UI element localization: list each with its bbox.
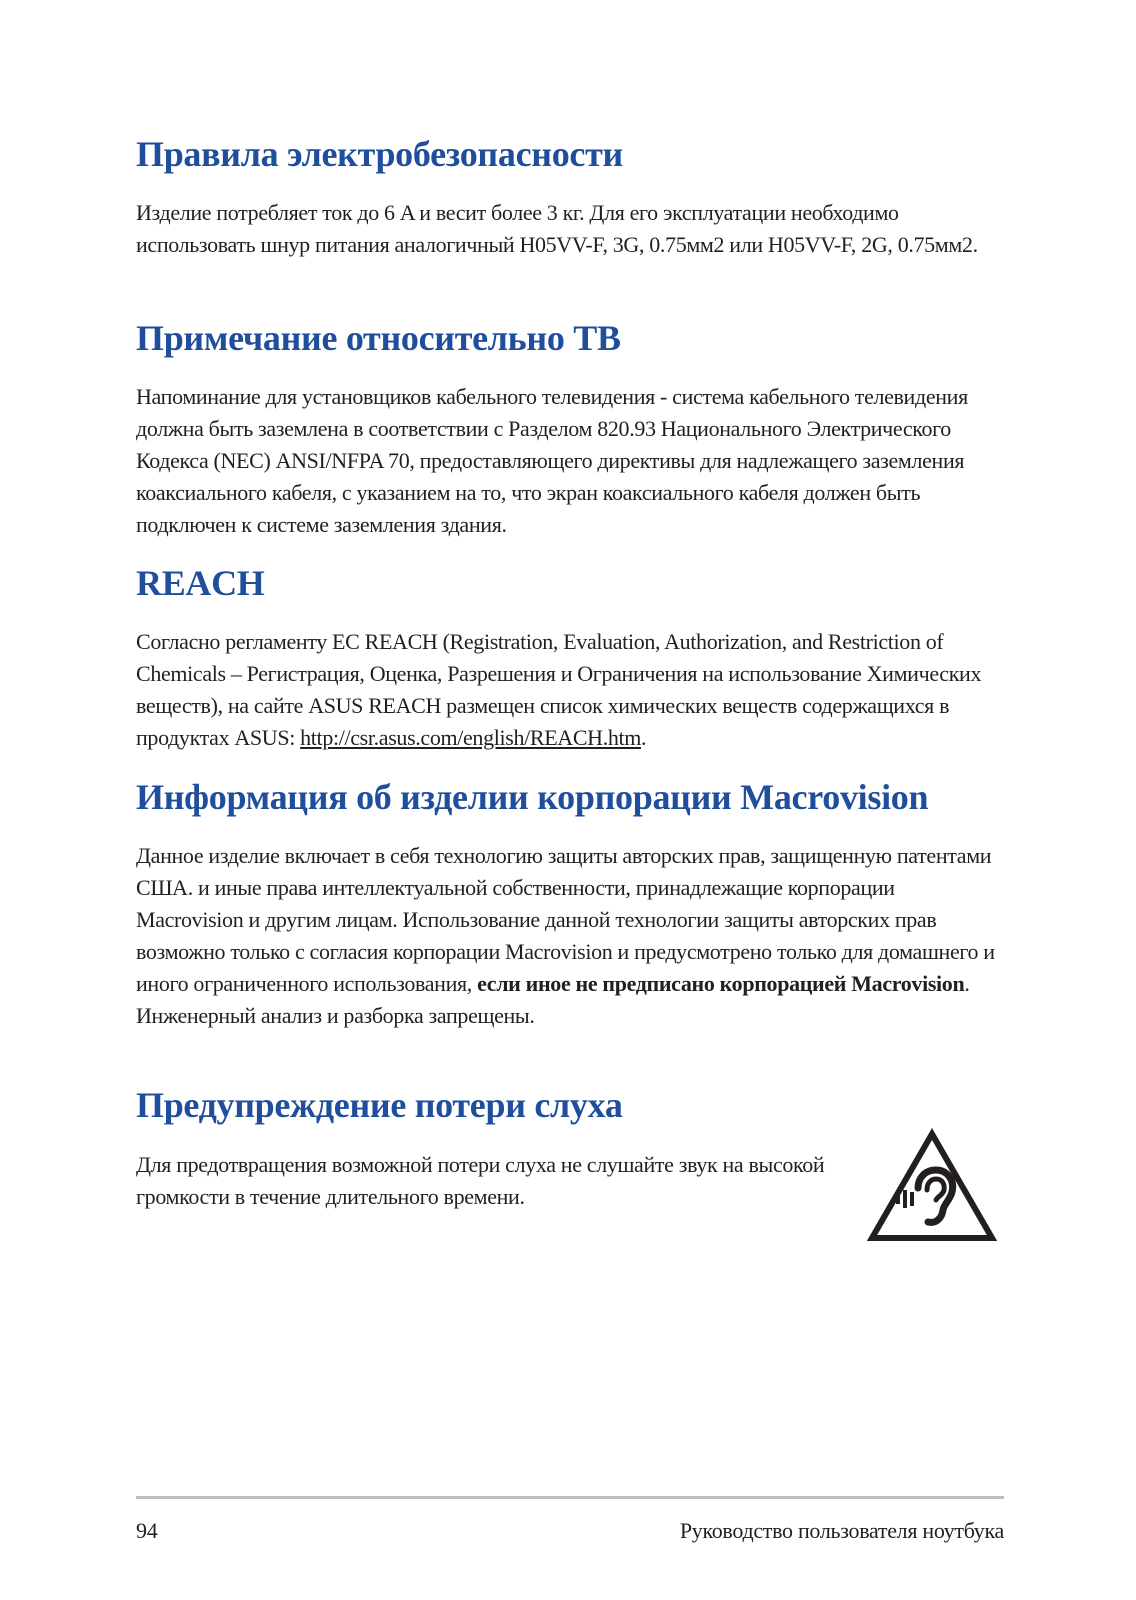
reach-link[interactable]: http://csr.asus.com/english/REACH.htm — [300, 725, 642, 750]
section-body-hearing-loss: Для предотвращения возможной потери слуха не слушайте звук на высокой громкости в течение длительного времени. — [136, 1152, 825, 1209]
section-body-electrical-safety: Изделие потребляет ток до 6 A и весит более 3 кг. Для его эксплуатации необходимо использовать шнур питания аналогичный H05VV-F, 3G, 0.75мм2 или H05VV-F, 2G, 0.75мм2. — [136, 200, 978, 257]
macrovision-body-suffix: . Инженерный анализ и разборка запрещены. — [136, 971, 970, 1028]
macrovision-body-bold: если иное не предписано корпорацией Macrovision — [477, 971, 965, 996]
page — [136, 0, 1004, 1600]
page-number: 94 — [136, 1518, 158, 1543]
footer-divider — [136, 1496, 1004, 1499]
section-body-reach — [136, 626, 1004, 754]
hearing-warning-icon — [866, 1128, 998, 1244]
reach-body-suffix: . — [641, 725, 647, 750]
section-body-tv-notice: Напоминание для установщиков кабельного телевидения - система кабельного телевидения должна быть заземлена в соответствии с Разделом 820.93 Национального Электрического Кодекса (NEC) ANSI/NFPA 70, предоставляющего директивы для надлежащего заземления коаксиального кабеля, с указанием на то, что экран коаксиального кабеля должен быть подключен к системе заземления здания. — [136, 384, 968, 537]
section-heading-reach: REACH — [136, 563, 265, 603]
section-body-macrovision — [136, 840, 1004, 1032]
macrovision-body-text: Данное изделие включает в себя технологию защиты авторских прав, защищенную патентами США. и иные права интеллектуальной собственности, принадлежащие корпорации Macrovision и другим лицам. Использование данной технологии защиты авторских прав возможно только с согласия корпорации Macrovision и предусмотрено только для домашнего и иного ограниченного использования, — [136, 843, 995, 996]
section-heading-hearing-loss: Предупреждение потери слуха — [136, 1085, 623, 1125]
section-heading-macrovision: Информация об изделии корпорации Macrovision — [136, 777, 929, 817]
section-heading-electrical-safety: Правила электробезопасности — [136, 134, 623, 174]
footer-title: Руководство пользователя ноутбука — [679, 1518, 1004, 1543]
reach-body-text: Согласно регламенту ЕС REACH (Registration, Evaluation, Authorization, and Restriction of Chemicals – Регистрация, Оценка, Разрешения и Ограничения на использование Химических веществ), на сайте ASUS REACH размещен список химических веществ содержащихся в продуктах ASUS: — [136, 629, 982, 750]
section-heading-tv-notice: Примечание относительно ТВ — [136, 318, 621, 358]
